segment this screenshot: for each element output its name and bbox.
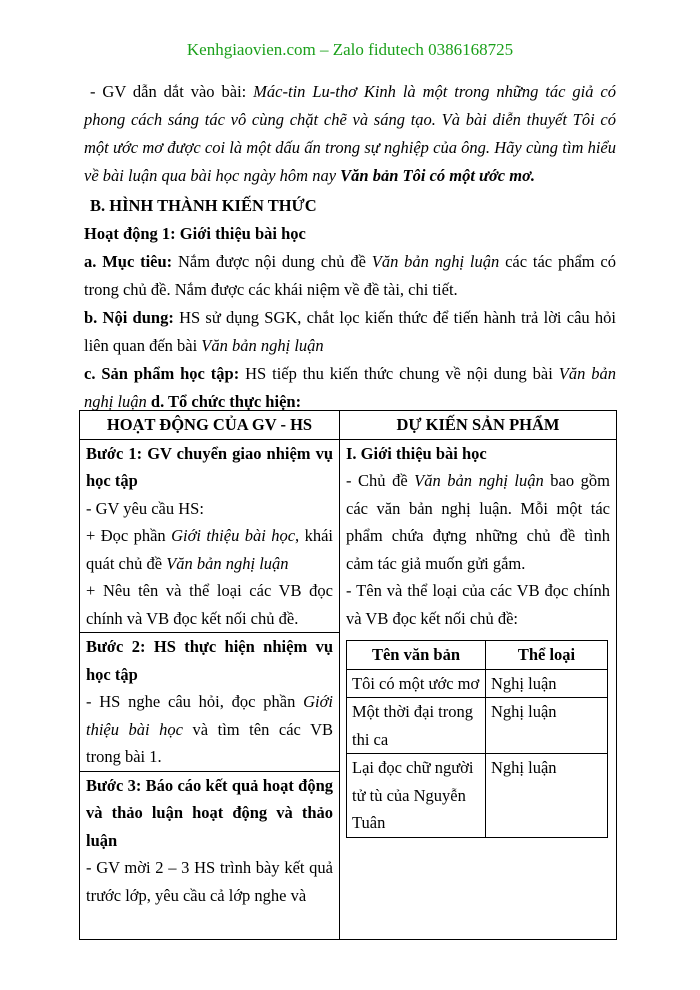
- product-paragraph: c. Sản phẩm học tập: HS tiếp thu kiến thức chung về nội dung bài Văn bản nghị luận d. Tổ chức thực hiện:: [84, 364, 616, 411]
- step3-line: - GV mời 2 – 3 HS trình bày kết quả trước lớp, yêu cầu cả lớp nghe và: [86, 858, 333, 905]
- activity-table: [79, 410, 617, 940]
- step1-line: + Đọc phần Giới thiệu bài học, khái quát chủ đề Văn bản nghị luận: [86, 526, 333, 573]
- step3-title: Bước 3: Báo cáo kết quả hoạt động và thảo luận hoạt động và thảo luận: [86, 775, 333, 850]
- inner-header-genre: Thể loại: [486, 641, 608, 670]
- step1-title: Bước 1: GV chuyển giao nhiệm vụ học tập: [86, 443, 333, 490]
- page-header: Kenhgiaovien.com – Zalo fidutech 0386168725: [186, 40, 514, 59]
- table-row: Một thời đại trong thi ca Nghị luận: [347, 698, 608, 754]
- objective-paragraph: a. Mục tiêu: Nắm được nội dung chủ đề Văn bản nghị luận các tác phẩm có trong chủ đề. Nắm được các khái niệm về đề tài, chi tiết.: [84, 252, 617, 299]
- step1-line: - GV yêu cầu HS:: [86, 498, 204, 518]
- table-row: Tôi có một ước mơ Nghị luận: [347, 669, 608, 698]
- table-header-product: DỰ KIẾN SẢN PHẨM: [340, 411, 617, 440]
- product-line: - Chủ đề Văn bản nghị luận bao gồm các văn bản nghị luận. Mỗi một tác phẩm chứa đựng những chủ đề tình cảm tác giả muốn gửi gắm.: [346, 471, 610, 573]
- product-section-title: I. Giới thiệu bài học: [346, 443, 487, 463]
- content-paragraph: b. Nội dung: HS sử dụng SGK, chắt lọc kiến thức để tiến hành trả lời câu hỏi liên quan đến bài Văn bản nghị luận: [84, 308, 616, 355]
- text-genre-table: [346, 640, 608, 838]
- expected-products: [340, 439, 617, 940]
- inner-header-name: Tên văn bản: [347, 641, 486, 670]
- table-header-activity: HOẠT ĐỘNG CỦA GV - HS: [80, 411, 340, 440]
- intro-paragraph: - GV dẫn dắt vào bài: Mác-tin Lu-thơ Kinh là một trong những tác giả có phong cách sáng tác vô cùng chặt chẽ và sáng tạo. Và bài diễn thuyết Tôi có một ước mơ được coi là một dấu ấn trong sự nghiệp của ông. Hãy cùng tìm hiểu về bài luận qua bài học ngày hôm nay Văn bản Tôi có một ước mơ.: [84, 82, 616, 185]
- product-line: - Tên và thể loại của các VB đọc chính và VB đọc kết nối chủ đề:: [346, 581, 610, 628]
- step2-line: - HS nghe câu hỏi, đọc phần Giới thiệu bài học và tìm tên các VB trong bài 1.: [86, 692, 334, 766]
- step2-title: Bước 2: HS thực hiện nhiệm vụ học tập: [86, 637, 333, 684]
- step1-line: + Nêu tên và thể loại các VB đọc chính và VB đọc kết nối chủ đề.: [86, 581, 333, 628]
- teacher-student-activities: [80, 439, 340, 940]
- lesson-body: [84, 78, 616, 416]
- section-heading: B. HÌNH THÀNH KIẾN THỨC: [90, 196, 317, 215]
- table-row: Lại đọc chữ người tử tù của Nguyễn Tuân Nghị luận: [347, 754, 608, 838]
- activity-heading: Hoạt động 1: Giới thiệu bài học: [84, 224, 306, 243]
